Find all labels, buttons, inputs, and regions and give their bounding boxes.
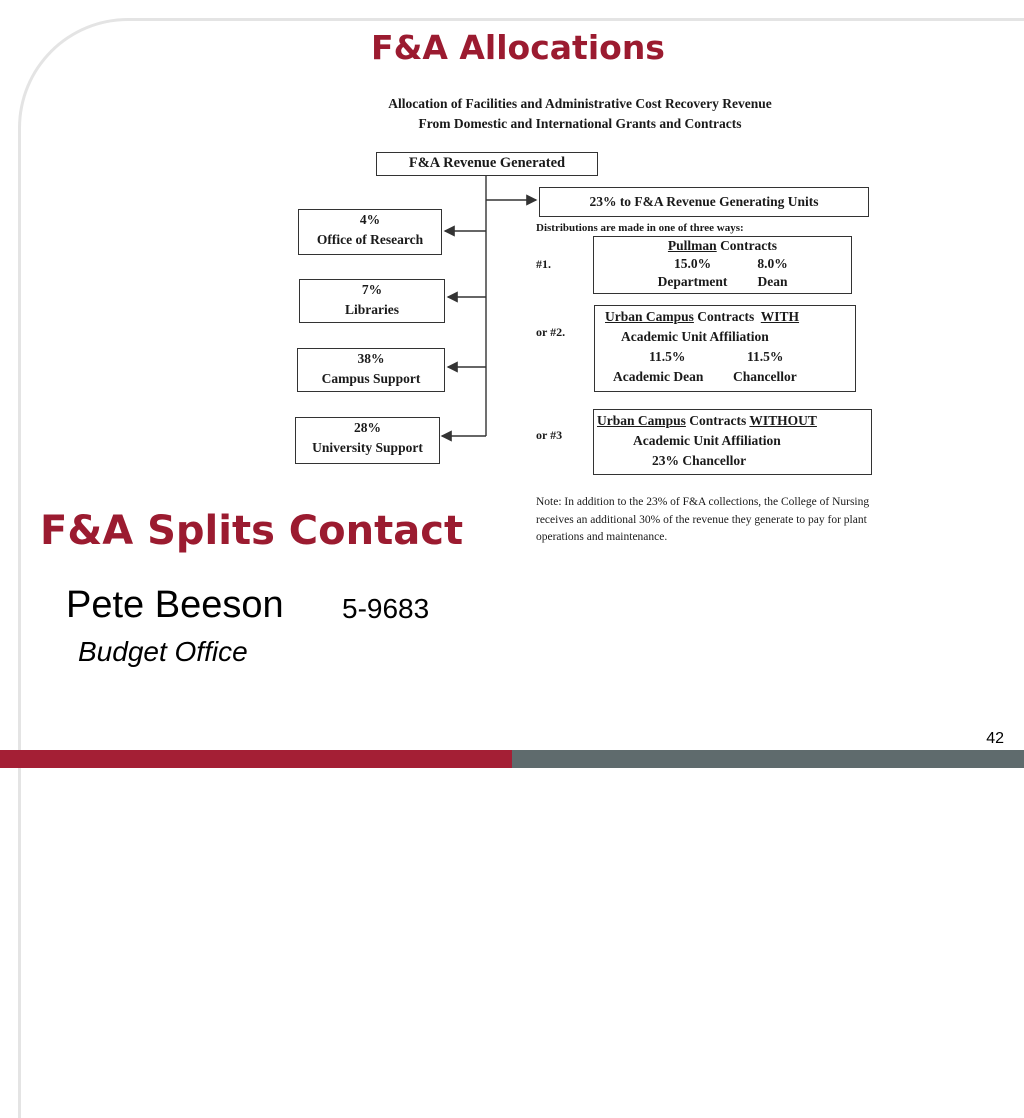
option2-pct-academic-dean: 11.5% bbox=[649, 349, 686, 364]
box-option-urban-without bbox=[593, 409, 872, 475]
page-title: F&A Allocations bbox=[371, 28, 665, 67]
contact-heading: F&A Splits Contact bbox=[40, 508, 464, 554]
option2-pct-chancellor: 11.5% bbox=[747, 349, 784, 364]
option2-academic-dean: Academic Dean bbox=[613, 369, 704, 384]
option2-title-urban: Urban Campus bbox=[605, 309, 694, 324]
contact-office: Budget Office bbox=[78, 636, 248, 667]
option3-title-urban: Urban Campus bbox=[597, 413, 686, 428]
option-marker-2: or #2. bbox=[536, 325, 566, 339]
contact-phone: 5-9683 bbox=[342, 593, 430, 624]
contact-name: Pete Beeson bbox=[66, 584, 284, 626]
option3-title-contracts: Contracts bbox=[685, 413, 750, 428]
option1-department: Department bbox=[657, 274, 728, 289]
box-campus-support bbox=[297, 348, 445, 392]
option-marker-1: #1. bbox=[536, 257, 551, 271]
root-box-revenue-generated: F&A Revenue Generated bbox=[376, 152, 598, 176]
option3-line2: Academic Unit Affiliation bbox=[633, 433, 781, 448]
option1-pct-dean: 8.0% bbox=[757, 256, 788, 271]
option1-pcts bbox=[594, 255, 851, 273]
option1-pct-department: 15.0% bbox=[673, 256, 712, 271]
option1-title-rest: Contracts bbox=[716, 238, 778, 253]
nursing-note: Note: In addition to the 23% of F&A collections, the College of Nursing receives an additional 30% of the revenue they generate to pay for plant operations and maintenance. bbox=[536, 496, 870, 543]
box-label: University Support bbox=[312, 440, 423, 455]
diagram-header-line2: From Domestic and International Grants and Contracts bbox=[418, 116, 742, 131]
option1-title bbox=[594, 237, 851, 255]
option3-title-without: WITHOUT bbox=[749, 413, 817, 428]
option2-line2: Academic Unit Affiliation bbox=[621, 329, 769, 344]
footer-bar-gray bbox=[512, 750, 1024, 768]
box-office-of-research bbox=[298, 209, 442, 255]
box-pct: 4% bbox=[359, 212, 381, 227]
option2-chancellor: Chancellor bbox=[733, 369, 797, 384]
option2-pcts bbox=[605, 347, 855, 367]
box-pct: 7% bbox=[361, 282, 383, 297]
option3-line3: 23% Chancellor bbox=[652, 453, 747, 468]
footer-bar-red bbox=[0, 750, 512, 768]
option1-title-underlined: Pullman bbox=[667, 238, 717, 253]
option2-title-contracts: Contracts bbox=[693, 309, 761, 324]
box-label: Libraries bbox=[345, 302, 399, 317]
option1-recipients bbox=[594, 273, 851, 291]
box-option-pullman bbox=[593, 236, 852, 294]
option1-dean: Dean bbox=[757, 274, 788, 289]
box-label: Campus Support bbox=[321, 371, 421, 386]
box-label: Office of Research bbox=[316, 232, 424, 247]
box-libraries bbox=[299, 279, 445, 323]
option2-title-with: WITH bbox=[760, 309, 800, 324]
box-pct: 28% bbox=[354, 420, 381, 435]
distributions-intro: Distributions are made in one of three ways: bbox=[536, 222, 744, 234]
option3-title bbox=[597, 411, 871, 431]
box-pct: 38% bbox=[357, 351, 385, 366]
option2-title bbox=[605, 307, 855, 327]
diagram-header-line1: Allocation of Facilities and Administrative Cost Recovery Revenue bbox=[388, 96, 772, 111]
option-marker-3: or #3 bbox=[536, 428, 563, 442]
option2-recipients bbox=[605, 367, 855, 387]
box-option-urban-with bbox=[594, 305, 856, 392]
box-revenue-generating-units: 23% to F&A Revenue Generating Units bbox=[539, 187, 869, 217]
box-university-support bbox=[295, 417, 440, 464]
page-number: 42 bbox=[986, 730, 1004, 747]
